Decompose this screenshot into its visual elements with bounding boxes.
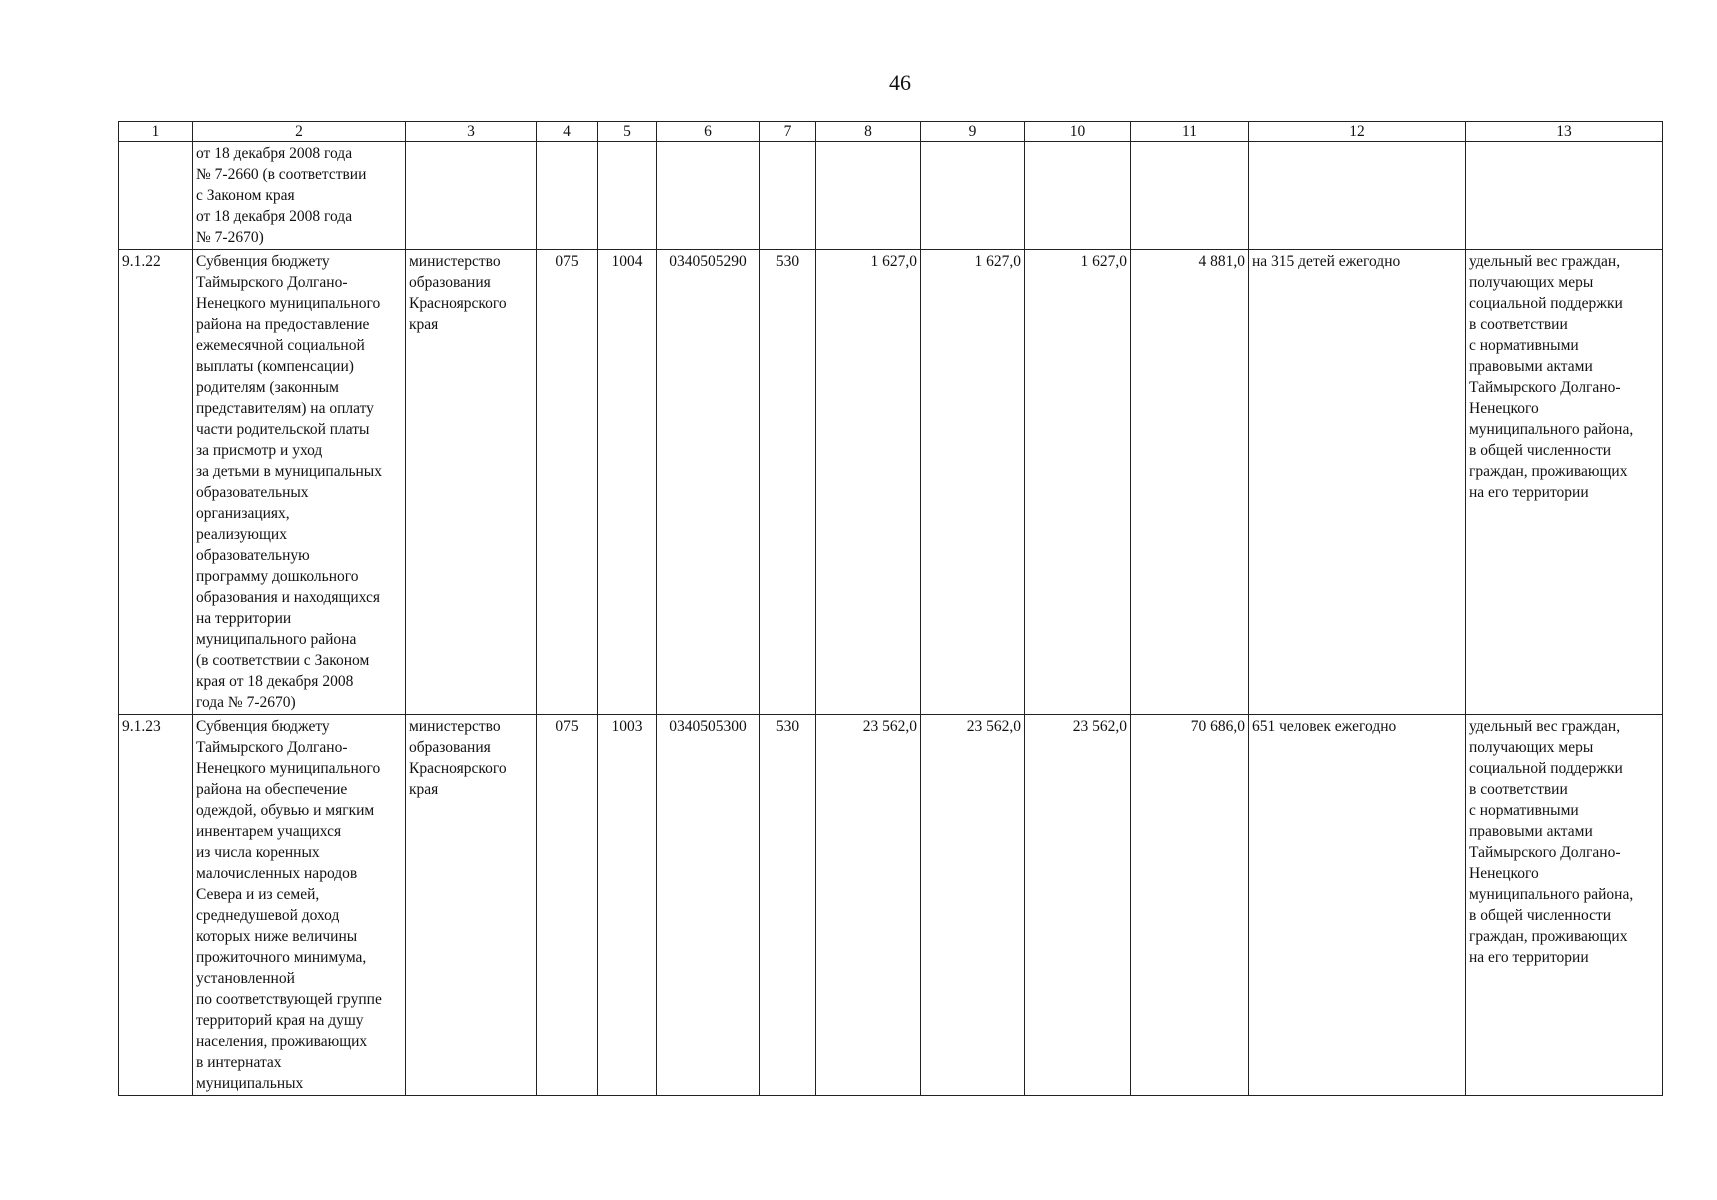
grbs-code: 075 [537,715,598,1096]
column-header: 9 [921,122,1025,142]
program-table [118,121,1663,1096]
column-header: 2 [193,122,406,142]
vr-code: 530 [760,715,816,1096]
column-header: 12 [1249,122,1466,142]
column-header: 10 [1025,122,1131,142]
table-row [119,715,1663,1096]
csr-code: 0340505300 [657,715,760,1096]
column-header: 11 [1131,122,1249,142]
csr-code: 0340505290 [657,250,760,715]
column-header: 1 [119,122,193,142]
executor: министерство образования Красноярского края [406,250,537,715]
column-header: 4 [537,122,598,142]
amount-year-2: 1 627,0 [921,250,1025,715]
column-header: 13 [1466,122,1663,142]
row-number: 9.1.23 [119,715,193,1096]
continuation-row [119,142,1663,250]
column-header: 8 [816,122,921,142]
vr-code: 530 [760,250,816,715]
amount-year-1: 1 627,0 [816,250,921,715]
page-number: 46 [889,70,911,95]
expected-result: 651 человек ежегодно [1249,715,1466,1096]
amount-year-1: 23 562,0 [816,715,921,1096]
measure-name-continuation: от 18 декабря 2008 года № 7-2660 (в соответствии с Законом края от 18 декабря 2008 года № 7-2670) [193,142,406,250]
table-row [119,250,1663,715]
expected-result: на 315 детей ежегодно [1249,250,1466,715]
indicator: удельный вес граждан, получающих меры социальной поддержки в соответствии с нормативными правовыми актами Таймырского Долгано- Ненецкого муниципального района, в общей численности граждан, проживающих на его территории [1466,715,1663,1096]
grbs-code: 075 [537,250,598,715]
column-number-header-row [119,122,1663,142]
measure-name: Субвенция бюджету Таймырского Долгано- Ненецкого муниципального района на предоставление ежемесячной социальной выплаты (компенсации) родителям (законным представителям) на оплату части родительской платы за присмотр и уход за детьми в муниципальных образовательных организациях, реализующих образовательную программу дошкольного образования и находящихся на территории муниципального района (в соответствии с Законом края от 18 декабря 2008 года № 7-2670) [193,250,406,715]
column-header: 6 [657,122,760,142]
amount-total: 4 881,0 [1131,250,1249,715]
column-header: 7 [760,122,816,142]
measure-name: Субвенция бюджету Таймырского Долгано- Ненецкого муниципального района на обеспечение одеждой, обувью и мягким инвентарем учащихся из числа коренных малочисленных народов Севера и из семей, среднедушевой доход которых ниже величины прожиточного минимума, установленной по соответствующей группе территорий края на душу населения, проживающих в интернатах муниципальных [193,715,406,1096]
indicator: удельный вес граждан, получающих меры социальной поддержки в соответствии с нормативными правовыми актами Таймырского Долгано- Ненецкого муниципального района, в общей численности граждан, проживающих на его территории [1466,250,1663,715]
rzpr-code: 1004 [598,250,657,715]
amount-year-2: 23 562,0 [921,715,1025,1096]
row-number: 9.1.22 [119,250,193,715]
rzpr-code: 1003 [598,715,657,1096]
column-header: 5 [598,122,657,142]
amount-total: 70 686,0 [1131,715,1249,1096]
amount-year-3: 23 562,0 [1025,715,1131,1096]
executor: министерство образования Красноярского края [406,715,537,1096]
column-header: 3 [406,122,537,142]
amount-year-3: 1 627,0 [1025,250,1131,715]
